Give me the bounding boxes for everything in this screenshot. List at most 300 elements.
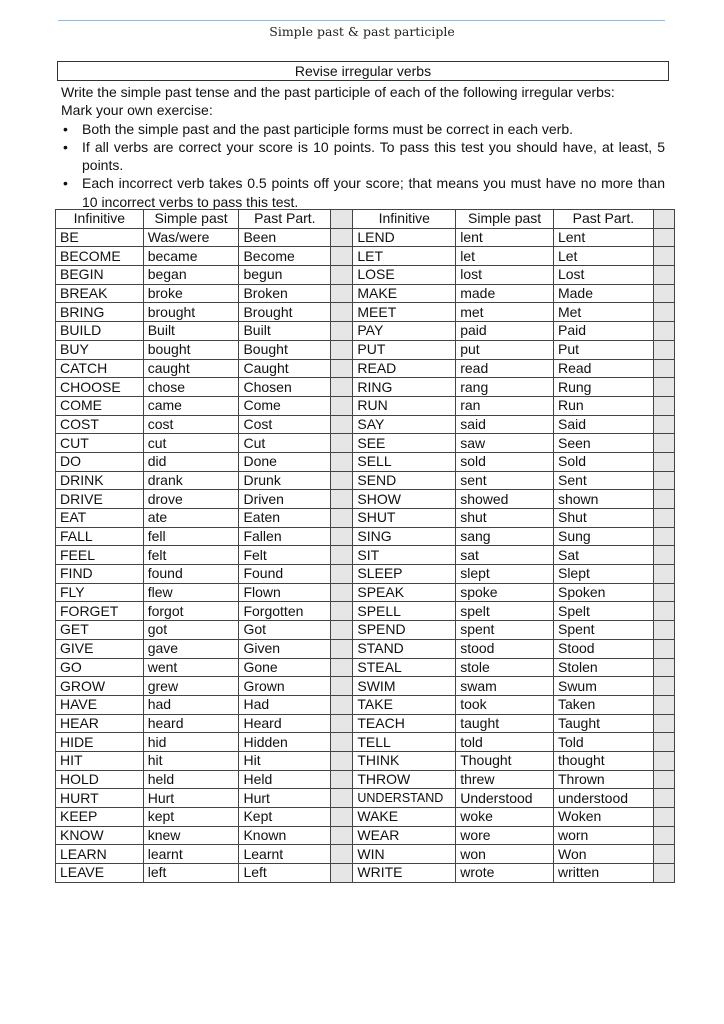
right-infinitive-cell: TEACH [353, 714, 456, 733]
instruction-bullet [61, 138, 665, 175]
left-infinitive-cell: FIND [56, 565, 144, 584]
right-past-participle-cell: Taught [553, 714, 653, 733]
left-mark-cell[interactable] [331, 322, 353, 341]
left-infinitive-cell: KEEP [56, 808, 144, 827]
right-infinitive-cell: STEAL [353, 658, 456, 677]
table-row [56, 639, 675, 658]
left-mark-cell[interactable] [331, 490, 353, 509]
table-header-row [56, 210, 675, 229]
left-infinitive-cell: DO [56, 452, 144, 471]
right-mark-cell[interactable] [653, 639, 674, 658]
table-row [56, 490, 675, 509]
right-mark-cell[interactable] [653, 864, 674, 883]
instruction-line-1: Write the simple past tense and the past participle of each of the following irregular verbs: [61, 84, 615, 100]
left-past-participle-cell: Known [239, 826, 331, 845]
right-mark-cell[interactable] [653, 452, 674, 471]
right-mark-cell[interactable] [653, 434, 674, 453]
right-past-participle-cell: Taken [553, 695, 653, 714]
left-infinitive-cell: FLY [56, 583, 144, 602]
right-mark-cell[interactable] [653, 733, 674, 752]
left-infinitive-cell: HAVE [56, 695, 144, 714]
left-mark-cell[interactable] [331, 864, 353, 883]
left-mark-cell[interactable] [331, 808, 353, 827]
left-past-participle-cell: Gone [239, 658, 331, 677]
right-mark-cell[interactable] [653, 565, 674, 584]
header-infinitive: Infinitive [353, 210, 456, 229]
bullet-text: Each incorrect verb takes 0.5 points off your score; that means you must have no more than 10 incorrect verbs to pass this test. [82, 175, 665, 210]
right-past-participle-cell: Run [553, 396, 653, 415]
header-infinitive: Infinitive [56, 210, 144, 229]
verb-table [55, 209, 675, 883]
table-row [56, 284, 675, 303]
table-row [56, 751, 675, 770]
right-simple-past-cell: put [456, 340, 554, 359]
header-simple-past: Simple past [456, 210, 554, 229]
right-past-participle-cell: worn [553, 826, 653, 845]
left-simple-past-cell: had [143, 695, 239, 714]
right-past-participle-cell: Lent [553, 228, 653, 247]
right-mark-cell[interactable] [653, 396, 674, 415]
left-past-participle-cell: begun [239, 266, 331, 285]
table-row [56, 228, 675, 247]
left-infinitive-cell: FALL [56, 527, 144, 546]
left-mark-cell[interactable] [331, 546, 353, 565]
left-simple-past-cell: drove [143, 490, 239, 509]
right-past-participle-cell: Sat [553, 546, 653, 565]
right-past-participle-cell: Seen [553, 434, 653, 453]
left-simple-past-cell: began [143, 266, 239, 285]
right-past-participle-cell: written [553, 864, 653, 883]
table-row [56, 714, 675, 733]
right-past-participle-cell: Said [553, 415, 653, 434]
table-row [56, 658, 675, 677]
right-simple-past-cell: slept [456, 565, 554, 584]
left-simple-past-cell: went [143, 658, 239, 677]
header-mark-cell [331, 210, 353, 229]
right-infinitive-cell: RUN [353, 396, 456, 415]
right-mark-cell[interactable] [653, 770, 674, 789]
left-simple-past-cell: found [143, 565, 239, 584]
left-simple-past-cell: felt [143, 546, 239, 565]
left-mark-cell[interactable] [331, 770, 353, 789]
right-past-participle-cell: Let [553, 247, 653, 266]
table-row [56, 415, 675, 434]
left-infinitive-cell: GET [56, 621, 144, 640]
right-mark-cell[interactable] [653, 322, 674, 341]
right-past-participle-cell: understood [553, 789, 653, 808]
right-mark-cell[interactable] [653, 527, 674, 546]
left-mark-cell[interactable] [331, 527, 353, 546]
right-simple-past-cell: swam [456, 677, 554, 696]
table-row [56, 396, 675, 415]
instruction-line-2: Mark your own exercise: [61, 102, 213, 119]
left-past-participle-cell: Become [239, 247, 331, 266]
right-past-participle-cell: Paid [553, 322, 653, 341]
right-infinitive-cell: MAKE [353, 284, 456, 303]
left-past-participle-cell: Heard [239, 714, 331, 733]
right-infinitive-cell: LEND [353, 228, 456, 247]
left-simple-past-cell: became [143, 247, 239, 266]
right-past-participle-cell: Spent [553, 621, 653, 640]
left-past-participle-cell: Brought [239, 303, 331, 322]
exercise-title: Revise irregular verbs [57, 61, 669, 81]
left-mark-cell[interactable] [331, 658, 353, 677]
right-mark-cell[interactable] [653, 471, 674, 490]
left-mark-cell[interactable] [331, 471, 353, 490]
right-simple-past-cell: threw [456, 770, 554, 789]
left-infinitive-cell: LEARN [56, 845, 144, 864]
table-row [56, 434, 675, 453]
left-infinitive-cell: BRING [56, 303, 144, 322]
left-past-participle-cell: Cost [239, 415, 331, 434]
left-simple-past-cell: knew [143, 826, 239, 845]
left-infinitive-cell: BE [56, 228, 144, 247]
bullet-text: Both the simple past and the past participle forms must be correct in each verb. [82, 120, 574, 137]
right-infinitive-cell: MEET [353, 303, 456, 322]
right-infinitive-cell: PAY [353, 322, 456, 341]
left-mark-cell[interactable] [331, 415, 353, 434]
right-mark-cell[interactable] [653, 509, 674, 528]
table-row [56, 826, 675, 845]
right-mark-cell[interactable] [653, 808, 674, 827]
left-past-participle-cell: Come [239, 396, 331, 415]
right-infinitive-cell: SLEEP [353, 565, 456, 584]
table-row [56, 845, 675, 864]
left-infinitive-cell: BREAK [56, 284, 144, 303]
left-infinitive-cell: BEGIN [56, 266, 144, 285]
right-past-participle-cell: Shut [553, 509, 653, 528]
left-simple-past-cell: drank [143, 471, 239, 490]
right-simple-past-cell: sold [456, 452, 554, 471]
left-infinitive-cell: KNOW [56, 826, 144, 845]
right-mark-cell[interactable] [653, 826, 674, 845]
left-mark-cell[interactable] [331, 621, 353, 640]
table-row [56, 266, 675, 285]
left-mark-cell[interactable] [331, 378, 353, 397]
right-past-participle-cell: Put [553, 340, 653, 359]
left-past-participle-cell: Forgotten [239, 602, 331, 621]
left-infinitive-cell: COME [56, 396, 144, 415]
left-infinitive-cell: GIVE [56, 639, 144, 658]
right-mark-cell[interactable] [653, 266, 674, 285]
left-infinitive-cell: BECOME [56, 247, 144, 266]
right-infinitive-cell: WEAR [353, 826, 456, 845]
right-simple-past-cell: sat [456, 546, 554, 565]
right-infinitive-cell: RING [353, 378, 456, 397]
table-row [56, 864, 675, 883]
table-row [56, 789, 675, 808]
right-infinitive-cell: UNDERSTAND [353, 789, 456, 808]
left-mark-cell[interactable] [331, 509, 353, 528]
right-simple-past-cell: lent [456, 228, 554, 247]
left-infinitive-cell: BUILD [56, 322, 144, 341]
right-infinitive-cell: SEND [353, 471, 456, 490]
left-simple-past-cell: heard [143, 714, 239, 733]
left-simple-past-cell: caught [143, 359, 239, 378]
right-mark-cell[interactable] [653, 751, 674, 770]
left-past-participle-cell: Had [239, 695, 331, 714]
left-simple-past-cell: Hurt [143, 789, 239, 808]
right-past-participle-cell: Told [553, 733, 653, 752]
left-mark-cell[interactable] [331, 639, 353, 658]
left-past-participle-cell: Kept [239, 808, 331, 827]
table-row [56, 452, 675, 471]
left-mark-cell[interactable] [331, 826, 353, 845]
right-mark-cell[interactable] [653, 583, 674, 602]
right-simple-past-cell: taught [456, 714, 554, 733]
table-row [56, 565, 675, 584]
right-simple-past-cell: spent [456, 621, 554, 640]
left-infinitive-cell: CATCH [56, 359, 144, 378]
left-past-participle-cell: Eaten [239, 509, 331, 528]
left-simple-past-cell: cut [143, 434, 239, 453]
left-infinitive-cell: DRIVE [56, 490, 144, 509]
table-row [56, 471, 675, 490]
right-simple-past-cell: wrote [456, 864, 554, 883]
left-past-participle-cell: Flown [239, 583, 331, 602]
table-row [56, 583, 675, 602]
right-infinitive-cell: STAND [353, 639, 456, 658]
left-mark-cell[interactable] [331, 396, 353, 415]
left-mark-cell[interactable] [331, 452, 353, 471]
left-mark-cell[interactable] [331, 602, 353, 621]
right-infinitive-cell: SAY [353, 415, 456, 434]
left-simple-past-cell: held [143, 770, 239, 789]
left-simple-past-cell: Built [143, 322, 239, 341]
left-past-participle-cell: Driven [239, 490, 331, 509]
table-row [56, 733, 675, 752]
right-infinitive-cell: SEE [353, 434, 456, 453]
right-past-participle-cell: Met [553, 303, 653, 322]
table-row [56, 303, 675, 322]
left-past-participle-cell: Learnt [239, 845, 331, 864]
bullet-icon: • [63, 120, 68, 137]
right-simple-past-cell: stole [456, 658, 554, 677]
header-past-participle: Past Part. [553, 210, 653, 229]
left-past-participle-cell: Grown [239, 677, 331, 696]
table-row [56, 359, 675, 378]
right-simple-past-cell: made [456, 284, 554, 303]
right-past-participle-cell: Sung [553, 527, 653, 546]
left-mark-cell[interactable] [331, 340, 353, 359]
left-infinitive-cell: HOLD [56, 770, 144, 789]
left-simple-past-cell: chose [143, 378, 239, 397]
right-simple-past-cell: took [456, 695, 554, 714]
left-mark-cell[interactable] [331, 284, 353, 303]
bullet-icon: • [63, 138, 68, 155]
right-simple-past-cell: ran [456, 396, 554, 415]
left-past-participle-cell: Got [239, 621, 331, 640]
right-mark-cell[interactable] [653, 340, 674, 359]
table-row [56, 770, 675, 789]
left-simple-past-cell: did [143, 452, 239, 471]
left-simple-past-cell: kept [143, 808, 239, 827]
right-simple-past-cell: sent [456, 471, 554, 490]
left-past-participle-cell: Held [239, 770, 331, 789]
right-infinitive-cell: LET [353, 247, 456, 266]
right-infinitive-cell: SHOW [353, 490, 456, 509]
right-simple-past-cell: lost [456, 266, 554, 285]
right-mark-cell[interactable] [653, 677, 674, 696]
right-infinitive-cell: SING [353, 527, 456, 546]
right-past-participle-cell: Spoken [553, 583, 653, 602]
right-mark-cell[interactable] [653, 845, 674, 864]
right-simple-past-cell: told [456, 733, 554, 752]
right-infinitive-cell: WIN [353, 845, 456, 864]
right-simple-past-cell: said [456, 415, 554, 434]
right-mark-cell[interactable] [653, 228, 674, 247]
left-past-participle-cell: Cut [239, 434, 331, 453]
left-mark-cell[interactable] [331, 583, 353, 602]
right-mark-cell[interactable] [653, 378, 674, 397]
right-infinitive-cell: SELL [353, 452, 456, 471]
right-simple-past-cell: spelt [456, 602, 554, 621]
left-past-participle-cell: Built [239, 322, 331, 341]
right-mark-cell[interactable] [653, 247, 674, 266]
right-past-participle-cell: Woken [553, 808, 653, 827]
left-infinitive-cell: HEAR [56, 714, 144, 733]
right-past-participle-cell: Lost [553, 266, 653, 285]
left-simple-past-cell: ate [143, 509, 239, 528]
right-simple-past-cell: spoke [456, 583, 554, 602]
right-simple-past-cell: rang [456, 378, 554, 397]
left-past-participle-cell: Hurt [239, 789, 331, 808]
right-simple-past-cell: Understood [456, 789, 554, 808]
right-mark-cell[interactable] [653, 714, 674, 733]
right-infinitive-cell: PUT [353, 340, 456, 359]
left-simple-past-cell: broke [143, 284, 239, 303]
left-infinitive-cell: BUY [56, 340, 144, 359]
left-simple-past-cell: Was/were [143, 228, 239, 247]
right-infinitive-cell: TELL [353, 733, 456, 752]
left-mark-cell[interactable] [331, 751, 353, 770]
right-infinitive-cell: WAKE [353, 808, 456, 827]
right-mark-cell[interactable] [653, 359, 674, 378]
table-row [56, 546, 675, 565]
left-simple-past-cell: grew [143, 677, 239, 696]
left-mark-cell[interactable] [331, 845, 353, 864]
left-mark-cell[interactable] [331, 789, 353, 808]
left-mark-cell[interactable] [331, 565, 353, 584]
right-mark-cell[interactable] [653, 658, 674, 677]
left-simple-past-cell: came [143, 396, 239, 415]
right-mark-cell[interactable] [653, 546, 674, 565]
left-mark-cell[interactable] [331, 247, 353, 266]
right-past-participle-cell: shown [553, 490, 653, 509]
header-mark-cell [653, 210, 674, 229]
left-mark-cell[interactable] [331, 359, 353, 378]
left-past-participle-cell: Felt [239, 546, 331, 565]
right-mark-cell[interactable] [653, 284, 674, 303]
left-simple-past-cell: cost [143, 415, 239, 434]
right-simple-past-cell: paid [456, 322, 554, 341]
right-infinitive-cell: TAKE [353, 695, 456, 714]
left-mark-cell[interactable] [331, 695, 353, 714]
left-past-participle-cell: Chosen [239, 378, 331, 397]
right-past-participle-cell: Read [553, 359, 653, 378]
right-simple-past-cell: wore [456, 826, 554, 845]
left-infinitive-cell: CHOOSE [56, 378, 144, 397]
right-past-participle-cell: Made [553, 284, 653, 303]
right-mark-cell[interactable] [653, 789, 674, 808]
right-mark-cell[interactable] [653, 695, 674, 714]
left-mark-cell[interactable] [331, 303, 353, 322]
left-simple-past-cell: got [143, 621, 239, 640]
bullet-icon: • [63, 175, 68, 192]
table-row [56, 677, 675, 696]
right-simple-past-cell: read [456, 359, 554, 378]
right-infinitive-cell: WRITE [353, 864, 456, 883]
left-past-participle-cell: Broken [239, 284, 331, 303]
right-infinitive-cell: LOSE [353, 266, 456, 285]
header-past-participle: Past Part. [239, 210, 331, 229]
right-past-participle-cell: thought [553, 751, 653, 770]
right-past-participle-cell: Slept [553, 565, 653, 584]
right-mark-cell[interactable] [653, 415, 674, 434]
left-infinitive-cell: HIT [56, 751, 144, 770]
right-infinitive-cell: READ [353, 359, 456, 378]
table-row [56, 602, 675, 621]
right-simple-past-cell: won [456, 845, 554, 864]
left-infinitive-cell: FORGET [56, 602, 144, 621]
right-mark-cell[interactable] [653, 621, 674, 640]
left-simple-past-cell: flew [143, 583, 239, 602]
left-mark-cell[interactable] [331, 714, 353, 733]
left-infinitive-cell: COST [56, 415, 144, 434]
left-infinitive-cell: FEEL [56, 546, 144, 565]
table-row [56, 527, 675, 546]
left-mark-cell[interactable] [331, 677, 353, 696]
left-simple-past-cell: bought [143, 340, 239, 359]
left-mark-cell[interactable] [331, 733, 353, 752]
bullet-text: If all verbs are correct your score is 10 points. To pass this test you should have, at least, 5 points. [82, 138, 665, 174]
left-past-participle-cell: Bought [239, 340, 331, 359]
verb-table-body [56, 228, 675, 882]
right-mark-cell[interactable] [653, 303, 674, 322]
left-infinitive-cell: HURT [56, 789, 144, 808]
right-simple-past-cell: saw [456, 434, 554, 453]
left-past-participle-cell: Hidden [239, 733, 331, 752]
right-past-participle-cell: Sent [553, 471, 653, 490]
table-row [56, 621, 675, 640]
instructions [61, 83, 665, 211]
right-mark-cell[interactable] [653, 602, 674, 621]
left-simple-past-cell: fell [143, 527, 239, 546]
right-past-participle-cell: Sold [553, 452, 653, 471]
left-past-participle-cell: Given [239, 639, 331, 658]
right-past-participle-cell: Rung [553, 378, 653, 397]
left-simple-past-cell: gave [143, 639, 239, 658]
left-simple-past-cell: brought [143, 303, 239, 322]
right-infinitive-cell: THINK [353, 751, 456, 770]
right-infinitive-cell: SWIM [353, 677, 456, 696]
left-mark-cell[interactable] [331, 228, 353, 247]
left-infinitive-cell: LEAVE [56, 864, 144, 883]
table-row [56, 340, 675, 359]
left-infinitive-cell: HIDE [56, 733, 144, 752]
left-mark-cell[interactable] [331, 434, 353, 453]
instruction-bullets [61, 120, 665, 211]
right-mark-cell[interactable] [653, 490, 674, 509]
table-row [56, 378, 675, 397]
table-row [56, 247, 675, 266]
left-mark-cell[interactable] [331, 266, 353, 285]
right-infinitive-cell: SHUT [353, 509, 456, 528]
left-simple-past-cell: learnt [143, 845, 239, 864]
table-row [56, 509, 675, 528]
header-rule [58, 20, 665, 21]
right-past-participle-cell: Thrown [553, 770, 653, 789]
